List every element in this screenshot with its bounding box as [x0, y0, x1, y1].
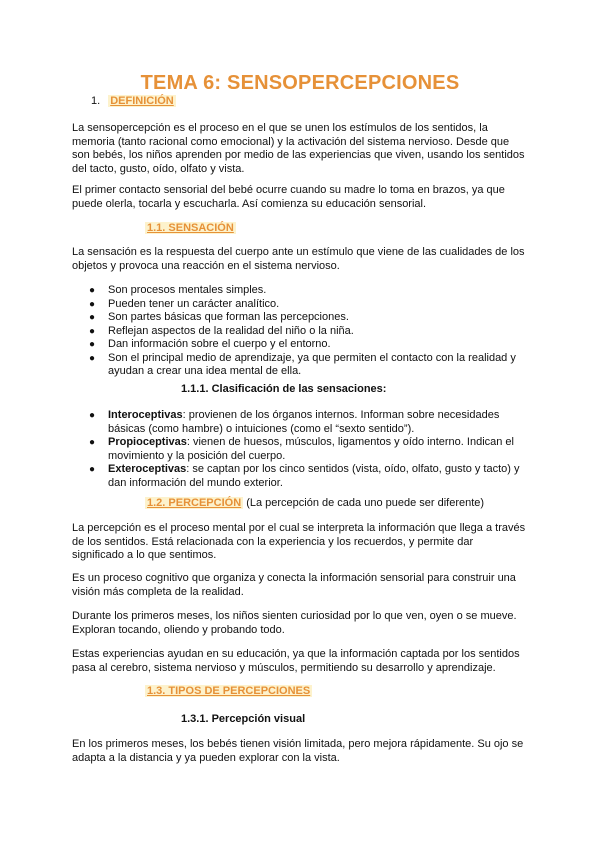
section-number: 1.: [91, 95, 101, 107]
percepcion-heading-note: (La percepción de cada uno puede ser diferente): [243, 497, 485, 509]
clasificacion-heading: 1.1.1. Clasificación de las sensaciones:: [181, 383, 387, 395]
list-item-text: Dan información sobre el cuerpo y el entorno.: [108, 338, 331, 350]
tipos-heading-line: [145, 685, 312, 697]
list-item: [72, 298, 528, 312]
list-item: [72, 352, 528, 379]
page-title: TEMA 6: SENSOPERCEPCIONES: [140, 72, 460, 94]
definicion-heading: DEFINICIÓN: [110, 95, 174, 107]
list-item-text: Reflejan aspectos de la realidad del niño o la niña.: [108, 324, 354, 337]
term-propioceptivas: Propioceptivas: [108, 436, 187, 448]
list-item: [72, 311, 528, 325]
bullet-icon: ●: [89, 410, 96, 421]
bullet-icon: ●: [89, 285, 96, 296]
bullet-icon: ●: [89, 339, 96, 350]
list-item: [72, 436, 528, 463]
bullet-icon: ●: [89, 298, 96, 310]
list-item: [72, 325, 528, 339]
sensacion-heading-line: [145, 222, 236, 234]
list-item: [72, 463, 528, 490]
percepcion-paragraph-1: La percepción es el proceso mental por el cual se interpreta la información que llega a través de los sentidos. Está relacionada con la experiencia y los recuerdos, y permite dar significado a lo que sentimos.: [72, 522, 526, 561]
clasificacion-list: [72, 409, 528, 490]
list-item: [72, 338, 528, 352]
section-heading-definicion: [91, 95, 176, 107]
definicion-paragraph-2: El primer contacto sensorial del bebé ocurre cuando su madre lo toma en brazos, ya que puede olerla, tocarla y escucharla. Así comienza su educación sensorial.: [72, 184, 505, 210]
bullet-icon: ●: [89, 464, 96, 475]
term-interoceptivas: Interoceptivas: [108, 409, 183, 421]
percepcion-visual-heading: 1.3.1. Percepción visual: [181, 713, 306, 725]
bullet-icon: ●: [89, 437, 96, 448]
list-item: [72, 284, 528, 298]
list-item-text: Son procesos mentales simples.: [108, 284, 267, 296]
definicion-paragraph-1: La sensopercepción es el proceso en el que se unen los estímulos de los sentidos, la memoria (tanto racional como emocional) y la activación del sistema nervioso. Desde que son bebés, los niños aprenden por medio de las experiencias que viven, usando los sentidos del tacto, gusto, oído, olfato y vista.: [72, 122, 525, 175]
percepcion-paragraph-2: Es un proceso cognitivo que organiza y conecta la información sensorial para construir una visión más completa de la realidad.: [72, 572, 516, 598]
bullet-icon: ●: [89, 325, 96, 337]
list-item-text: Son partes básicas que forman las percepciones.: [108, 311, 349, 323]
percepcion-heading: 1.2. PERCEPCIÓN: [147, 497, 242, 509]
percepcion-heading-line: [145, 497, 484, 509]
term-description: : provienen de los órganos internos. Informan sobre necesidades básicas (como hambre) o intuiciones (como el “sexto sentido”).: [108, 409, 500, 435]
sensacion-intro: La sensación es la respuesta del cuerpo ante un estímulo que viene de las cualidades de los objetos y provoca una reacción en el sistema nervioso.: [72, 246, 525, 272]
percepcion-paragraph-3: Durante los primeros meses, los niños sienten curiosidad por lo que ven, oyen o se mueve. Exploran tocando, oliendo y probando todo.: [72, 610, 517, 636]
bullet-icon: ●: [89, 352, 96, 364]
tipos-heading: 1.3. TIPOS DE PERCEPCIONES: [147, 685, 311, 697]
term-description: : vienen de huesos, músculos, ligamentos y oído interno. Indican el movimiento y la posición del cuerpo.: [108, 436, 514, 462]
sensacion-bullet-list: [72, 284, 528, 379]
list-item: [72, 409, 528, 436]
percepcion-paragraph-4: Estas experiencias ayudan en su educación, ya que la información captada por los sentidos pasa al cerebro, sistema nervioso y músculos, permitiendo su desarrollo y aprendizaje.: [72, 648, 520, 674]
list-item-text: Son el principal medio de aprendizaje, ya que permiten el contacto con la realidad y ayudan a crear una idea mental de ella.: [108, 351, 516, 377]
term-description: : se captan por los cinco sentidos (vista, oído, olfato, gusto y tacto) y dan información del mundo exterior.: [108, 463, 520, 489]
sensacion-heading: 1.1. SENSACIÓN: [147, 222, 234, 234]
term-exteroceptivas: Exteroceptivas: [108, 463, 187, 475]
bullet-icon: ●: [89, 312, 96, 323]
list-item-text: Pueden tener un carácter analítico.: [108, 297, 280, 310]
percepcion-visual-paragraph: En los primeros meses, los bebés tienen visión limitada, pero mejora rápidamente. Su ojo se adapta a la distancia y ya pueden explorar con la vista.: [72, 738, 524, 764]
